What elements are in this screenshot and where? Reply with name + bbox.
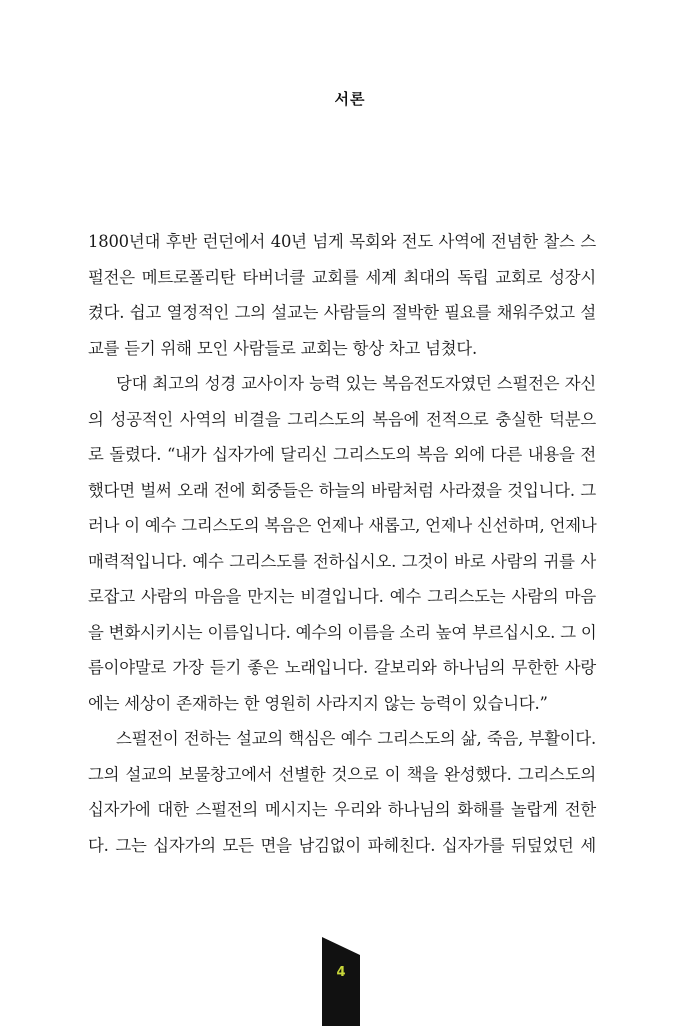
text-line: 십자가에 대한 스펄전의 메시지는 우리와 하나님의 화해를 놀랍게 전한: [88, 800, 596, 819]
page-number-tab: [322, 937, 378, 1026]
body-text: [88, 224, 596, 863]
paragraph-1: [88, 224, 596, 366]
text-line: 에는 세상이 존재하는 한 영원히 사라지지 않는 능력이 있습니다.”: [88, 693, 548, 713]
text-line: 그의 설교의 보물창고에서 선별한 것으로 이 책을 완성했다. 그리스도의: [88, 764, 596, 784]
text-line: 로 돌렸다. “내가 십자가에 달리신 그리스도의 복음 외에 다른 내용을 전: [88, 445, 596, 464]
text-line: 을 변화시키시는 이름입니다. 예수의 이름을 소리 높여 부르십시오. 그 이: [88, 622, 597, 642]
text-line: 당대 최고의 성경 교사이자 능력 있는 복음전도자였던 스펄전은 자신: [116, 374, 596, 393]
text-line: 매력적입니다. 예수 그리스도를 전하십시오. 그것이 바로 사람의 귀를 사: [88, 551, 596, 571]
text-line: 켰다. 쉽고 열정적인 그의 설교는 사람들의 절박한 필요를 채워주었고 설: [88, 303, 596, 322]
text-line: 교를 듣기 위해 모인 사람들로 교회는 항상 차고 넘쳤다.: [88, 338, 478, 358]
text-line: 스펄전이 전하는 설교의 핵심은 예수 그리스도의 삶, 죽음, 부활이다.: [116, 729, 596, 748]
text-line: 름이야말로 가장 듣기 좋은 노래입니다. 갈보리와 하나님의 무한한 사랑: [88, 658, 596, 677]
page-title: 서론: [334, 90, 366, 108]
text-line: 다. 그는 십자가의 모든 면을 남김없이 파헤친다. 십자가를 뒤덮었던 세: [88, 835, 596, 855]
text-line: 펄전은 메트로폴리탄 타버너클 교회를 세계 최대의 독립 교회로 성장시: [88, 267, 596, 287]
text-line: 1800년대 후반 런던에서 40년 넘게 목회와 전도 사역에 전념한 찰스 스: [88, 232, 596, 251]
text-line: 의 성공적인 사역의 비결을 그리스도의 복음에 전적으로 충실한 덕분으: [88, 409, 596, 429]
page-number: 4: [336, 965, 346, 980]
text-line: 했다면 벌써 오래 전에 회중들은 하늘의 바람처럼 사라졌을 것입니다. 그: [88, 480, 596, 500]
page-tab-shape: [322, 937, 378, 1026]
paragraph-2: [88, 366, 596, 721]
text-line: 러나 이 예수 그리스도의 복음은 언제나 새롭고, 언제나 신선하며, 언제나: [88, 516, 597, 535]
text-line: 로잡고 사람의 마음을 만지는 비결입니다. 예수 그리스도는 사람의 마음: [88, 587, 596, 606]
paragraph-3: [88, 721, 596, 863]
